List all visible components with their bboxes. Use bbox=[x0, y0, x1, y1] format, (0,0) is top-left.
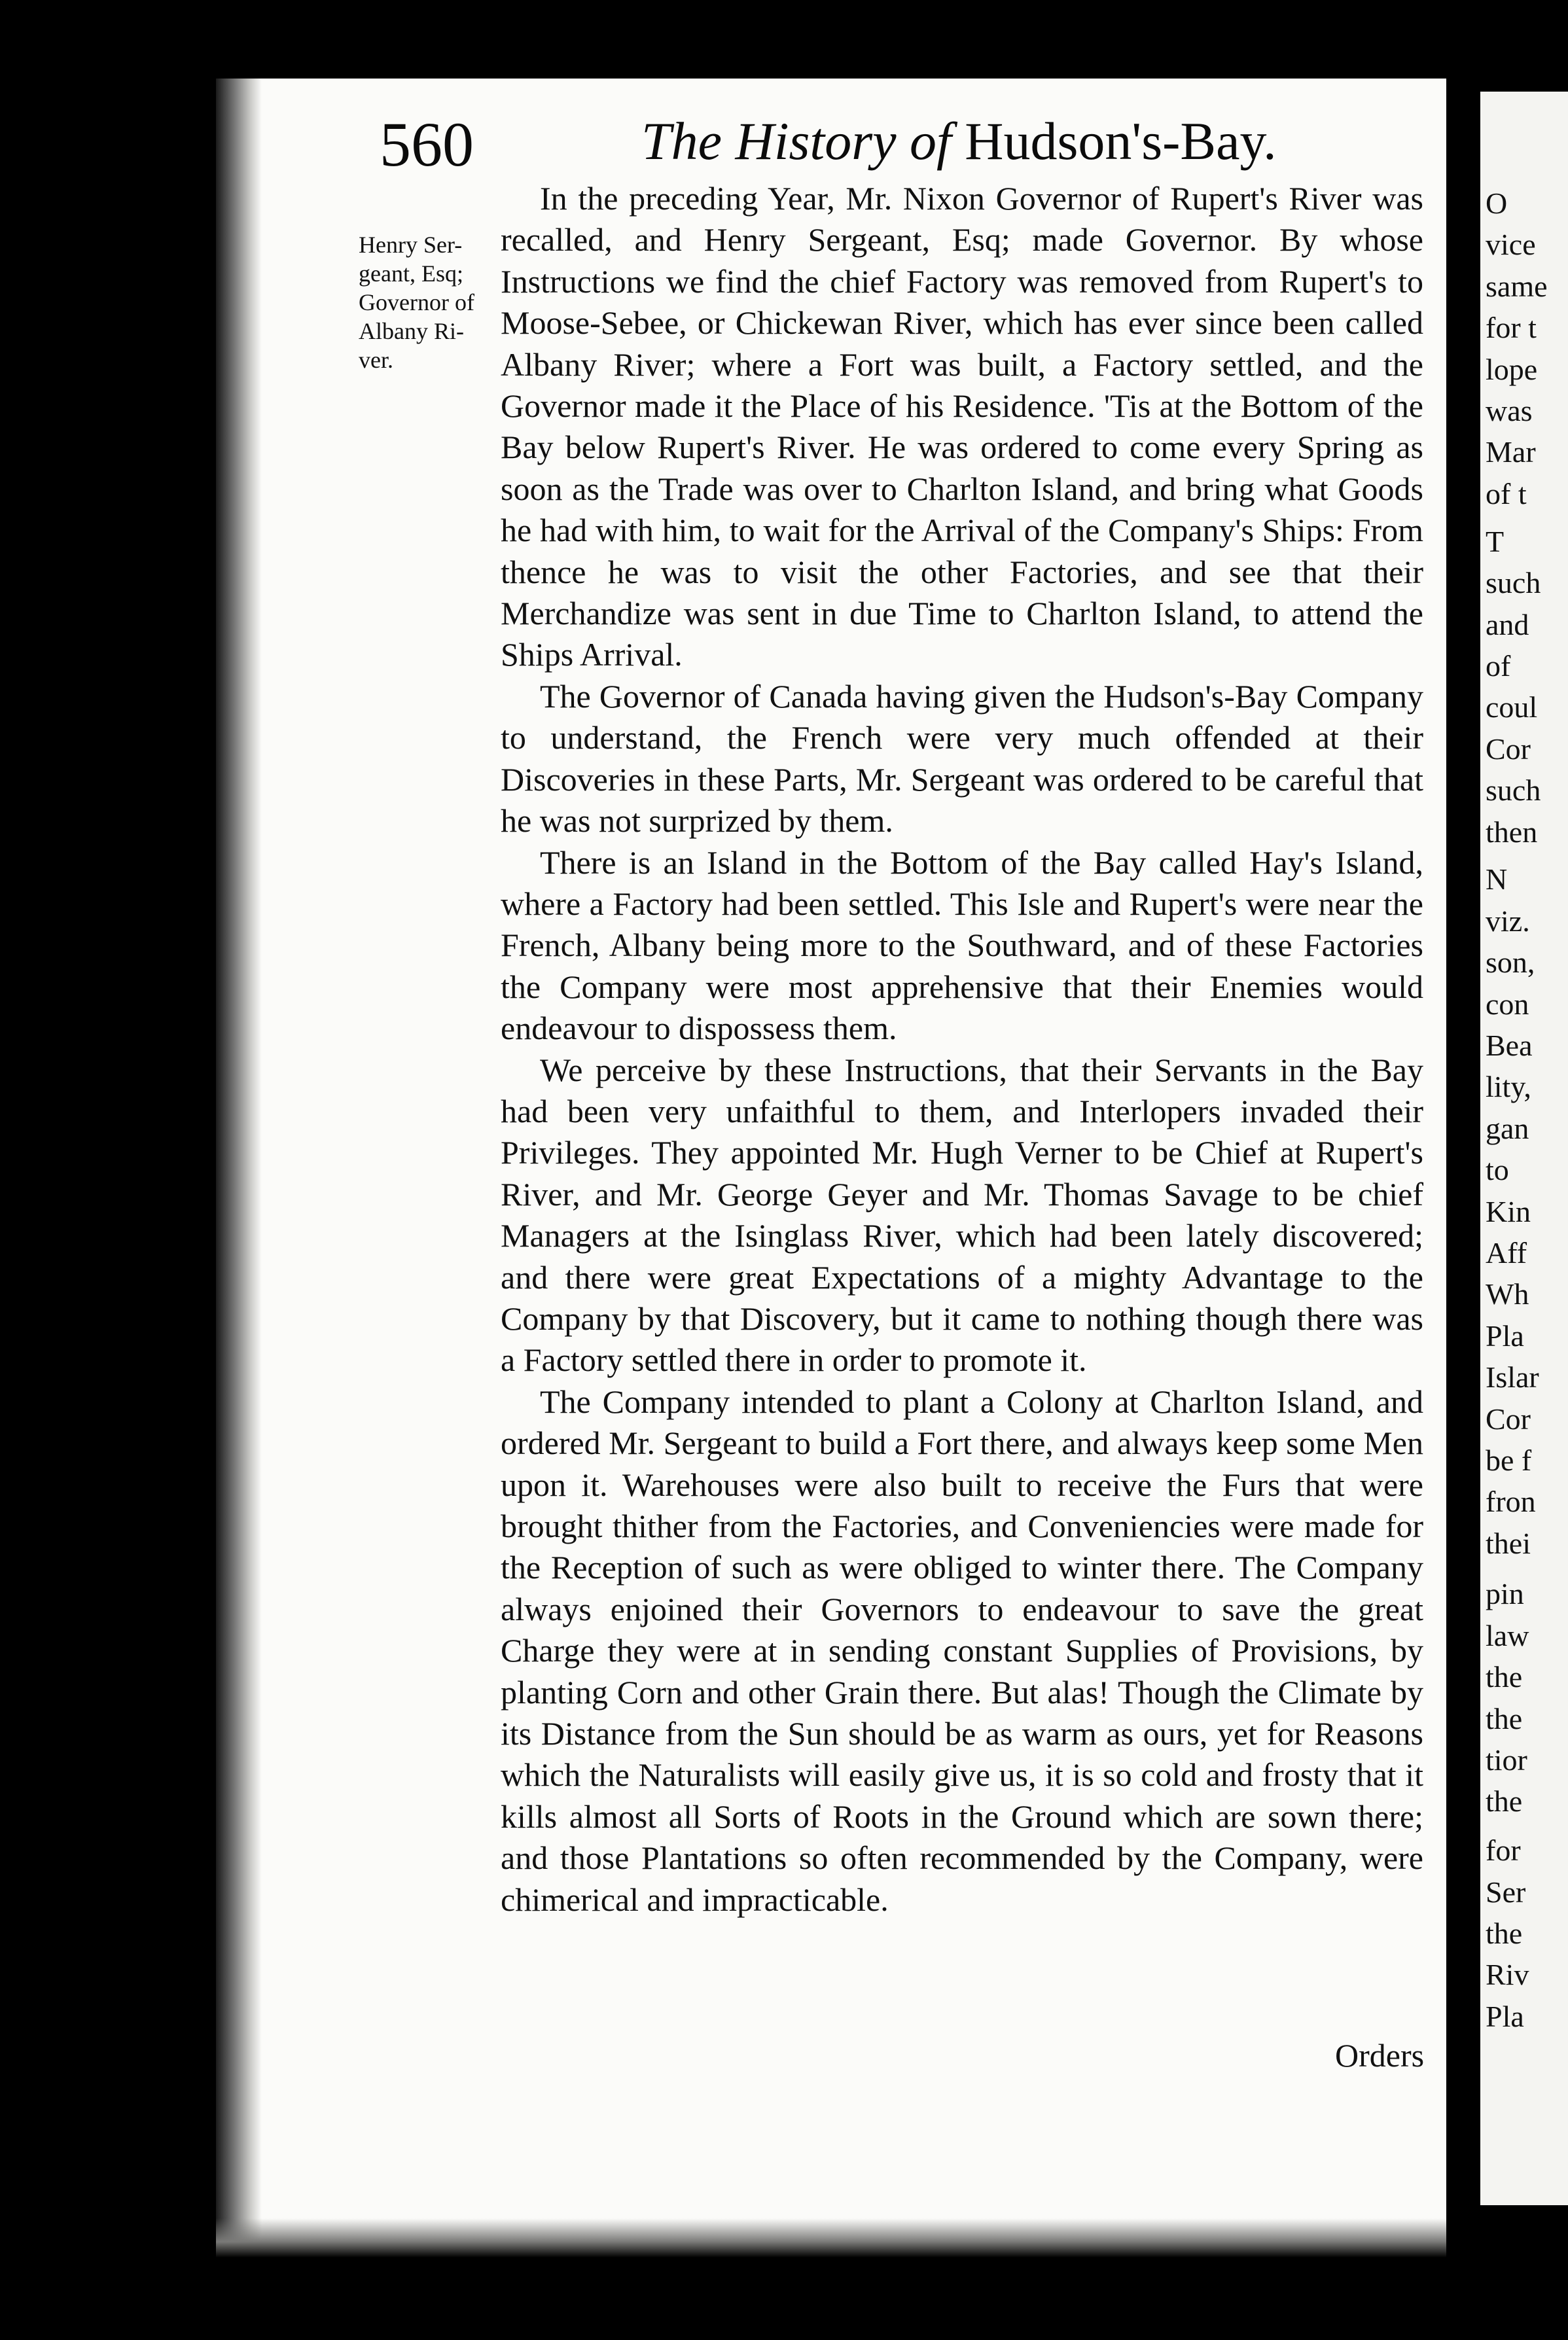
facing-page-fragment: fron bbox=[1486, 1485, 1536, 1518]
facing-page-fragment: con bbox=[1486, 987, 1529, 1021]
facing-page-fragment: Pla bbox=[1486, 2000, 1524, 2033]
facing-page-fragment: thei bbox=[1486, 1527, 1531, 1560]
facing-page-edge bbox=[1480, 92, 1568, 2205]
margin-note-line: Governor of bbox=[359, 289, 474, 315]
margin-note-line: Albany Ri- bbox=[359, 318, 464, 344]
facing-page-fragment: the bbox=[1486, 1917, 1523, 1950]
facing-page-fragment: pin bbox=[1486, 1577, 1524, 1610]
facing-page-fragment: then bbox=[1486, 815, 1538, 849]
facing-page-fragment: for bbox=[1486, 1834, 1521, 1867]
running-title-plain: Hudson's-Bay. bbox=[951, 111, 1277, 171]
margin-note bbox=[359, 230, 503, 374]
facing-page-fragment: Riv bbox=[1486, 1958, 1529, 1991]
facing-page-fragment: the bbox=[1486, 1660, 1523, 1693]
facing-page-fragment: the bbox=[1486, 1702, 1523, 1735]
paragraph: The Governor of Canada having given the Hudson's-Bay Company to understand, the French were very much offended at their Discoveries in these Parts, Mr. Sergeant was ordered to be careful that he was not surprized by them. bbox=[501, 677, 1423, 840]
facing-page-fragment: T bbox=[1486, 525, 1505, 558]
facing-page-fragment: was bbox=[1486, 394, 1533, 427]
page-header bbox=[380, 108, 1427, 180]
facing-page-fragment: law bbox=[1486, 1619, 1529, 1652]
page-gutter-shadow bbox=[216, 79, 262, 2258]
facing-page-fragment: coul bbox=[1486, 690, 1538, 724]
margin-note-line: Henry Ser- bbox=[359, 232, 463, 258]
facing-page-fragment: son, bbox=[1486, 946, 1535, 979]
facing-page-fragment: of t bbox=[1486, 477, 1527, 510]
facing-page-fragment: Wh bbox=[1486, 1277, 1529, 1311]
body-text bbox=[501, 178, 1423, 1921]
paragraph: In the preceding Year, Mr. Nixon Governor of Rupert's River was recalled, and Henry Sergeant, Esq; made Governor. By whose Instructions we find the chief Factory was removed from Rupert's to Moose-Sebee, or Chickewan River, which has ever since been called Albany River; where a Fort was built, a Factory settled, and the Governor made it the Place of his Residence. 'Tis at the Bottom of the Bay below Rupert's River. He was ordered to come every Spring as soon as the Trade was over to Charlton Island, and bring what Goods he had with him, to wait for the Arrival of the Company's Ships: From thence he was to visit the other Factories, and see that their Merchandize was sent in due Time to Charlton Island, to attend the Ships Arrival. bbox=[501, 180, 1423, 673]
facing-page-fragment: Islar bbox=[1486, 1360, 1539, 1394]
facing-page-fragment: N bbox=[1486, 862, 1508, 896]
facing-page-fragment: gan bbox=[1486, 1112, 1529, 1145]
facing-page-fragment: Pla bbox=[1486, 1319, 1524, 1353]
facing-page-fragment: lity, bbox=[1486, 1070, 1531, 1103]
facing-page-fragment: tior bbox=[1486, 1743, 1527, 1777]
paragraph: There is an Island in the Bottom of the Bay called Hay's Island, where a Factory had been settled. This Isle and Rupert's were near the French, Albany being more to the Southward, and of these Factories the Company were most apprehensive that their Enemies would endeavour to dispossess them. bbox=[501, 843, 1423, 1047]
facing-page-fragment: vice bbox=[1486, 228, 1536, 261]
facing-page-fragment: same bbox=[1486, 270, 1548, 303]
margin-note-line: geant, Esq; bbox=[359, 260, 463, 287]
running-title bbox=[641, 111, 1277, 172]
facing-page-fragment: for t bbox=[1486, 311, 1537, 344]
facing-page-fragment: Cor bbox=[1486, 1402, 1531, 1436]
facing-page-fragment: Kin bbox=[1486, 1195, 1531, 1228]
facing-page-fragment: be f bbox=[1486, 1444, 1532, 1477]
catchword: Orders bbox=[1335, 2037, 1425, 2074]
facing-page-fragment: and bbox=[1486, 608, 1529, 641]
facing-page-fragment: to bbox=[1486, 1153, 1509, 1186]
facing-page-fragment: Mar bbox=[1486, 435, 1536, 469]
page-bottom-shadow bbox=[216, 2218, 1446, 2258]
running-title-italic: The History of bbox=[641, 111, 952, 171]
facing-page-fragment: such bbox=[1486, 773, 1541, 807]
margin-note-line: ver. bbox=[359, 347, 393, 373]
facing-page-fragment: Aff bbox=[1486, 1236, 1527, 1269]
facing-page-fragment: O bbox=[1486, 186, 1508, 220]
page-number: 560 bbox=[380, 109, 474, 179]
facing-page-fragment: lope bbox=[1486, 353, 1538, 386]
facing-page-fragment: of bbox=[1486, 649, 1511, 682]
facing-page-fragment: Ser bbox=[1486, 1875, 1526, 1909]
facing-page-fragment: viz. bbox=[1486, 904, 1530, 938]
facing-page-fragment: Cor bbox=[1486, 732, 1531, 766]
paragraph: We perceive by these Instructions, that their Servants in the Bay had been very unfaithful to them, and Interlopers invaded their Privileges. They appointed Mr. Hugh Verner to be Chief at Rupert's River, and Mr. George Geyer and Mr. Thomas Savage to be chief Managers at the Isinglass River, which had been lately discovered; and there were great Expectations of a mighty Advantage to the Company by that Discovery, but it came to nothing though there was a Factory settled there in order to promote it. bbox=[501, 1051, 1423, 1379]
facing-page-fragment: Bea bbox=[1486, 1029, 1533, 1062]
paragraph: The Company intended to plant a Colony at Charlton Island, and ordered Mr. Sergeant to build a Fort there, and always keep some Men upon it. Warehouses were also built to receive the Furs that were brought thither from the Factories, and Conveniencies were made for the Reception of such as were obliged to winter there. The Company always enjoined their Governors to endeavour to save the great Charge they were at in sending constant Supplies of Provisions, by planting Corn and other Grain there. But alas! Though the Climate by its Distance from the Sun should be as warm as ours, yet for Reasons which the Naturalists will easily give us, it is so cold and frosty that it kills almost all Sorts of Roots in the Ground which are sown there; and those Plantations so often recommended by the Company, were chimerical and impracticable. bbox=[501, 1383, 1423, 1918]
facing-page-fragment: such bbox=[1486, 566, 1541, 599]
facing-page-fragment: the bbox=[1486, 1784, 1523, 1818]
